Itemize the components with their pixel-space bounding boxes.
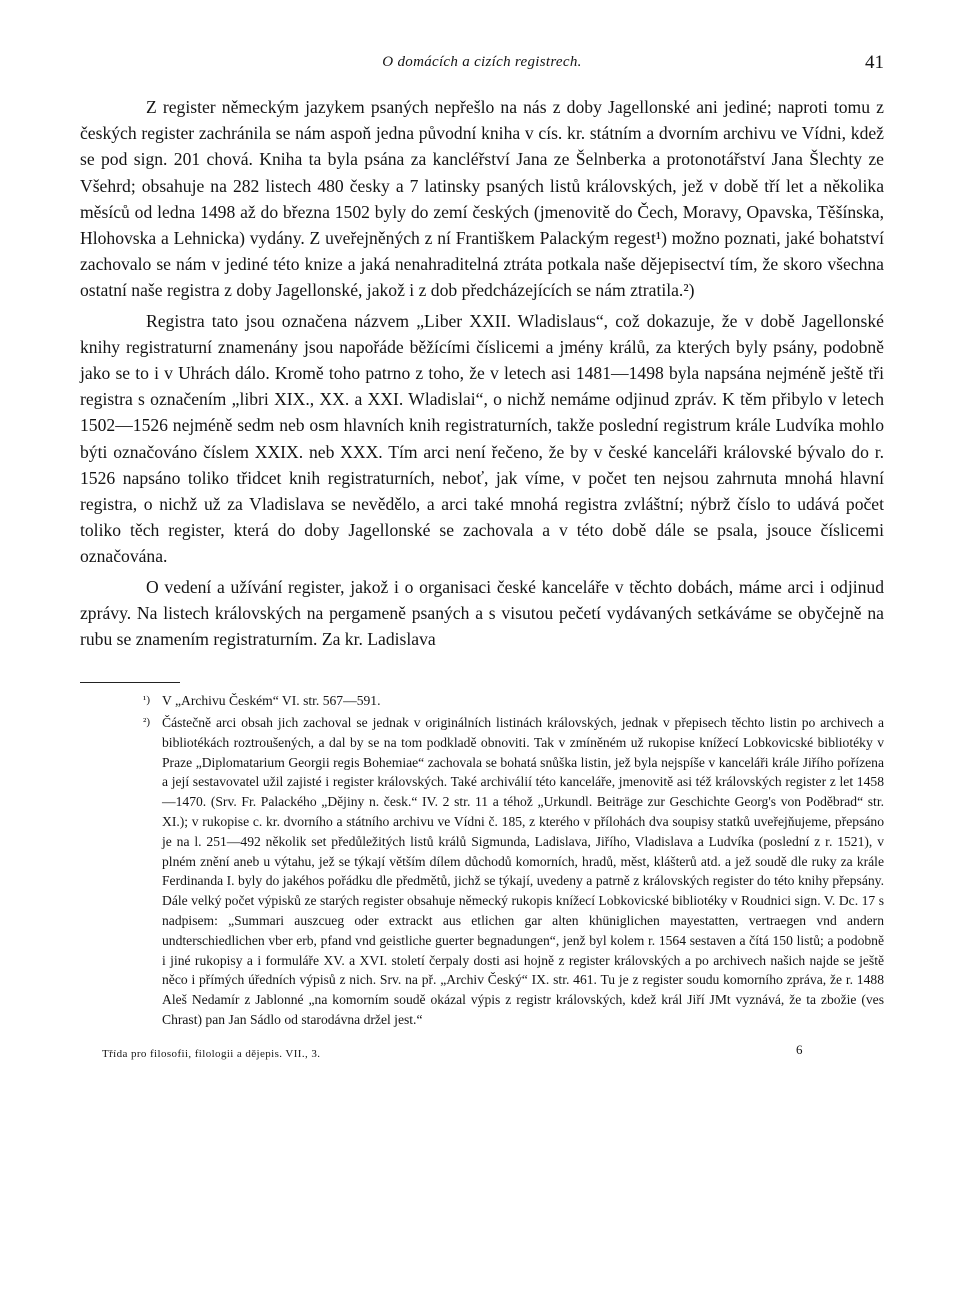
page-footer	[80, 1040, 884, 1066]
printer-signature: Třída pro filosofii, filologii a dějepis. VII., 3.	[102, 1047, 321, 1060]
page-header	[80, 48, 884, 84]
body-text	[80, 94, 884, 652]
paragraph: O vedení a užívání register, jakož i o organisaci české kanceláře v těchto dobách, máme arci i odjinud zprávy. Na listech královských na pergameně psaných a s visutou pečetí vydávaných setkáváme se obyčejně na rubu se znamením registraturním. Za kr. Ladislava	[80, 576, 884, 650]
page-number: 41	[865, 52, 884, 73]
footnote-mark: ²)	[143, 716, 150, 729]
paragraph: Z register německým jazykem psaných nepřešlo na nás z doby Jagellonské ani jediné; naproti tomu z českých register zachránila se nám aspoň jedna původní kniha v cís. kr. státním a dvorním archivu ve Vídni, kdež se pod sign. 201 chová. Kniha ta byla psána za kancléřství Jana ze Šelnberka a protonotářství Jana Šlechty ze Všehrd; obsahuje na 282 listech 480 česky a 7 latinsky psaných listů královských, jež v době tří let a několika měsíců od ledna 1498 až do března 1502 byly do zemí českých (jmenovitě do Čech, Moravy, Opavska, Těšínska, Hlohovska a Lehnicka) vydány. Z uveřejněných z ní Františkem Palackým regest¹) možno poznati, jaké bohatství zachovalo se nám v jediné této knize a jaká nenahraditelná ztráta potkala naše dějepisectví tím, že skoro všechna ostatní naše registra z doby Jagellonské, jakož i z dob předcházejících se nám ztratila.²)	[80, 97, 884, 301]
running-title: O domácích a cizích registrech.	[382, 54, 582, 70]
footnotes	[80, 691, 884, 1030]
footnote-separator	[80, 682, 180, 683]
page	[80, 48, 884, 1066]
footnote-mark: ¹)	[143, 694, 150, 707]
footnote-text: Částečně arci obsah jich zachoval se jednak v originálních listinách královských, jednak v přepisech těchto listin po archivech a bibliotékách roztroušených, a dal by se na tom podkladě obnoviti. Tak v zmíněném už rukopise knížecí Lobkovicské bibliotéky v Praze „Diplomatarium Georgii regis Bohemiae“ zachovala se bohatá snůška listin, jež byla nejspíše v kanceláři krále Jiřího pořízena a její sestavovatel užil zajisté i register královských. Také archiválií této kanceláře, jmenovitě asi též královských register z let 1458—1470. (Srv. Fr. Palackého „Dějiny n. česk.“ IV. 2 str. 11 a téhož „Urkundl. Beiträge zur Geschichte Georg's von Poděbrad“ str. XI.); v rukopise c. kr. dvorního a státního archivu ve Vídni č. 185, z kterého v přílohách dva soupisy statků uveřejňujeme, přepsáno je na l. 251—492 několik set předůležitých listů králů Sigmunda, Ladislava, Jiřího, Vladislava a Ludvíka (poslední z r. 1521), v plném znění aneb u výtahu, jež se týkají větším dílem důchodů komorních, hradů, měst, klášterů atd. a jež soudě dle ruky za krále Ferdinanda I. byly do jakéhos pořádku dle předmětů, jichž se týkají, uvedeny a patrně z královských register do této knihy přepsány. Dále velký počet výpisků ze starých register obsahuje německý rukopis knížecí Lobkovicské bibliotéky v Roudnici sign. V. Dc. 17 s nadpisem: „Summari auszcueg oder extrackt aus etlichen gar alten khüniglichen mayestatten, vertraegen vnd andern undterschiedlichen vber erb, pfand vnd geistliche guerter begnadungen“, jenž byl kolem r. 1564 sestaven a čítá 150 listů; a podobně i jiné rukopisy a i formuláře XV. a XVI. století čerpaly dosti asi hojně z register královských a po archivech našich najde se ještě něco i přímých úředních výpisů z nich. Srv. na př. „Archiv Český“ IX. str. 461. Tu je z register soudu komorního zpráva, že r. 1488 Aleš Nedamír z Jablonné „na komorním soudě okázal výpis z registr královských, kdež král Jiří JMt vyznává, že ta zbožie (ves Chrast) pan Jan Sádlo od starodávna držel jest.“	[162, 715, 884, 1028]
paragraph: Registra tato jsou označena názvem „Liber XXII. Wladislaus“, což dokazuje, že v době Jagellonské knihy registraturní znamenány jsou napořáde běžícími číslicemi a jmény králů, za kterých byly psány, podobně jako se to i v Uhrách dálo. Kromě toho patrno z toho, že v letech asi 1481—1498 byla napsána nejméně ještě tři registra s označením „libri XIX., XX. a XXI. Wladislai“, o nichž nemáme odjinud zpráv. K těm přibylo v letech 1502—1526 nejméně sedm neb osm hlavních knih registraturních, takže poslední registrum krále Ludvíka mohlo býti označováno číslem XXIX. neb XXX. Tím arci není řečeno, že by v české kanceláři královské bývalo do r. 1526 napsáno toliko třidcet knih registraturních, neboť, jak víme, v počet ten nejsou zahrnuta mnohá hlavní registra, o nichž už za Vladislava se nevědělo, a arci také mnohá registra zvláštní; nýbrž číslo to udává počet toliko těch register, která do doby Jagellonské se zachovala a v této době dále se psala, jsouce číslicemi označována.	[80, 310, 884, 567]
footnote	[80, 713, 884, 1030]
footnote-text: V „Archivu Českém“ VI. str. 567—591.	[162, 693, 381, 709]
footnote	[80, 691, 884, 711]
sheet-number: 6	[796, 1041, 803, 1057]
